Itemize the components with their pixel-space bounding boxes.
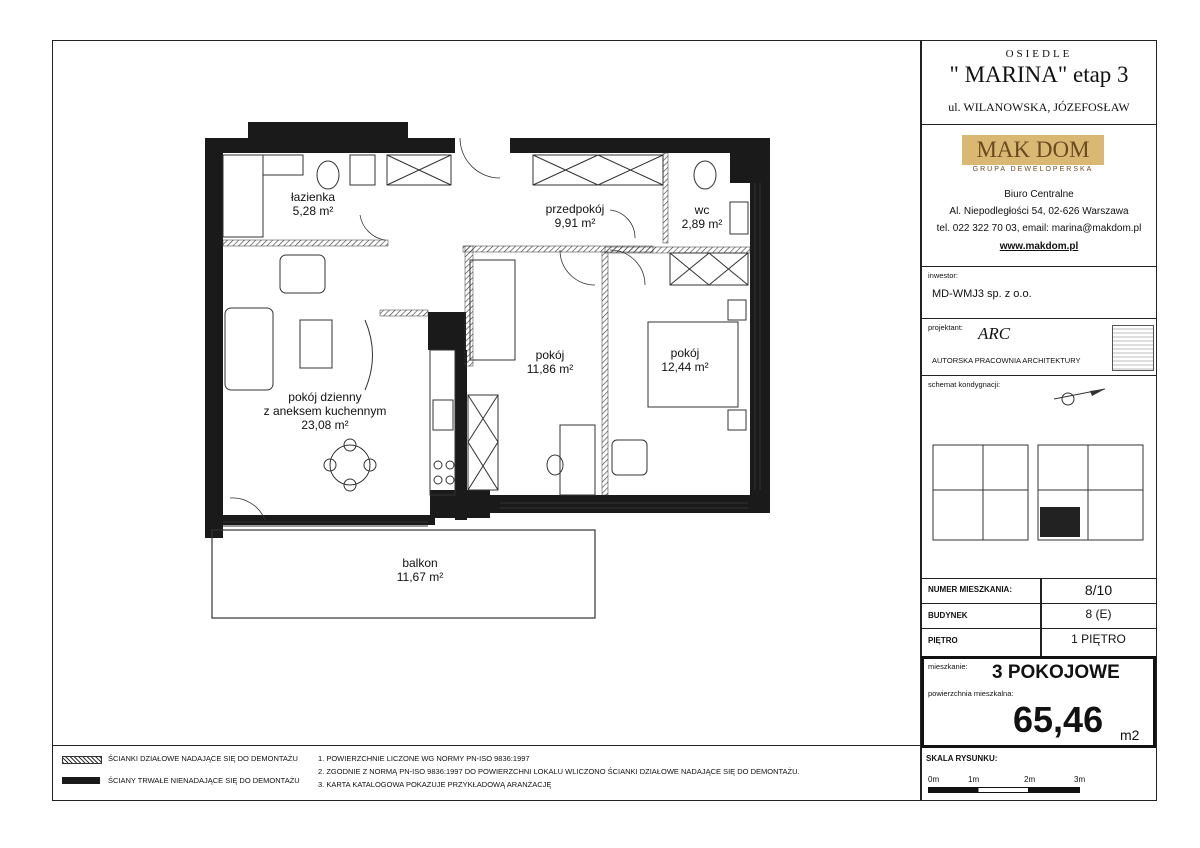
office-address: Al. Niepodległości 54, 02-626 Warszawa <box>949 206 1129 217</box>
scale-mark-0: 0m <box>928 775 940 784</box>
website-link[interactable]: www.makdom.pl <box>999 241 1079 252</box>
building-label: BUDYNEK <box>928 611 968 620</box>
project-name: " MARINA" etap 3 <box>949 62 1129 87</box>
legend-hatch-swatch <box>62 756 102 764</box>
scale-label: SKALA RYSUNKU: <box>926 754 998 763</box>
area-unit: m2 <box>1120 727 1140 743</box>
designer-name: AUTORSKA PRACOWNIA ARCHITEKTURY <box>932 356 1081 365</box>
schema-label: schemat kondygnacji: <box>928 380 1001 389</box>
note-2: 2. ZGODNIE Z NORMĄ PN-ISO 9836:1997 DO POWIERZCHNI LOKALU WLICZONO ŚCIANKI DZIAŁOWE NADAJĄCE SIĘ DO DEMONTAŻU. <box>318 767 800 776</box>
room-name: balkon <box>402 556 438 570</box>
room-pokoj1-label <box>510 348 590 376</box>
room-name-2: z aneksem kuchennym <box>263 404 387 418</box>
apartment-type: 3 POKOJOWE <box>992 662 1120 683</box>
room-name: przedpokój <box>545 202 605 216</box>
legend-permanent-text: ŚCIANY TRWAŁE NIENADAJĄCE SIĘ DO DEMONTAŻU <box>108 776 300 785</box>
investor-value: MD-WMJ3 sp. z o.o. <box>932 288 1032 300</box>
room-area: 11,86 m² <box>526 362 574 376</box>
room-przedpokoj-label <box>520 202 630 230</box>
floor-schema-diagram <box>928 435 1150 555</box>
permanent-walls <box>205 122 770 538</box>
room-area: 5,28 m² <box>292 204 334 218</box>
floor-value: 1 PIĘTRO <box>1071 632 1126 646</box>
area-label: powierzchnia mieszkalna: <box>928 689 1014 698</box>
arc-logo: ARC <box>978 324 1011 343</box>
legend-solid-swatch <box>62 777 100 784</box>
room-wc-label <box>672 203 732 231</box>
room-area: 12,44 m² <box>661 360 709 374</box>
north-arrow-icon <box>1050 385 1110 410</box>
apartment-area: 65,46 <box>1013 699 1104 740</box>
room-balkon-label <box>370 556 470 584</box>
tb-line <box>921 124 1157 125</box>
scale-mark-3: 3m <box>1074 775 1086 784</box>
room-name: łazienka <box>290 190 336 204</box>
room-dzienny-label <box>255 390 395 432</box>
room-name: wc <box>694 203 710 217</box>
tb-line <box>921 266 1157 267</box>
designer-label: projektant: <box>928 323 964 332</box>
project-osiedle: OSIEDLE <box>1005 48 1073 60</box>
tb-line <box>921 603 1157 604</box>
tb-line <box>921 375 1157 376</box>
makdom-logo: MAK DOM <box>962 135 1104 165</box>
note-1: 1. POWIERZCHNIE LICZONE WG NORMY PN-ISO 9836:1997 <box>318 754 530 763</box>
room-lazienka-label <box>268 190 358 218</box>
building-value: 8 (E) <box>1085 607 1112 621</box>
apartment-number-label: NUMER MIESZKANIA: <box>928 585 1012 594</box>
room-area: 2,89 m² <box>681 217 723 231</box>
office-contact: tel. 022 322 70 03, email: marina@makdom.pl <box>936 223 1142 234</box>
office-title: Biuro Centralne <box>1004 189 1074 200</box>
room-area: 11,67 m² <box>396 570 444 584</box>
room-name: pokój <box>670 346 700 360</box>
note-3: 3. KARTA KATALOGOWA POKAZUJE PRZYKŁADOWĄ ARANŻACJĘ <box>318 780 552 789</box>
room-name: pokój <box>535 348 565 362</box>
floor-label: PIĘTRO <box>928 636 958 645</box>
apartment-number: 8/10 <box>1084 582 1113 598</box>
investor-label: inwestor: <box>928 271 959 280</box>
room-area: 23,08 m² <box>301 418 349 432</box>
legend-divider <box>52 745 920 746</box>
tb-line <box>921 578 1157 579</box>
type-label: mieszkanie: <box>928 662 968 671</box>
makdom-logo-sub: GRUPA DEWELOPERSKA <box>972 166 1094 173</box>
scale-mark-1: 1m <box>968 775 980 784</box>
building-arch-image <box>1112 325 1154 371</box>
project-address: ul. WILANOWSKA, JÓZEFOSŁAW <box>948 100 1130 114</box>
legend-removable-text: ŚCIANKI DZIAŁOWE NADAJĄCE SIĘ DO DEMONTAŻU <box>108 754 298 763</box>
room-pokoj2-label <box>645 346 725 374</box>
scale-bar <box>928 787 1080 793</box>
tb-line <box>921 318 1157 319</box>
tb-line <box>921 628 1157 629</box>
room-name: pokój dzienny <box>288 390 362 404</box>
room-area: 9,91 m² <box>554 216 596 230</box>
scale-mark-2: 2m <box>1024 775 1036 784</box>
